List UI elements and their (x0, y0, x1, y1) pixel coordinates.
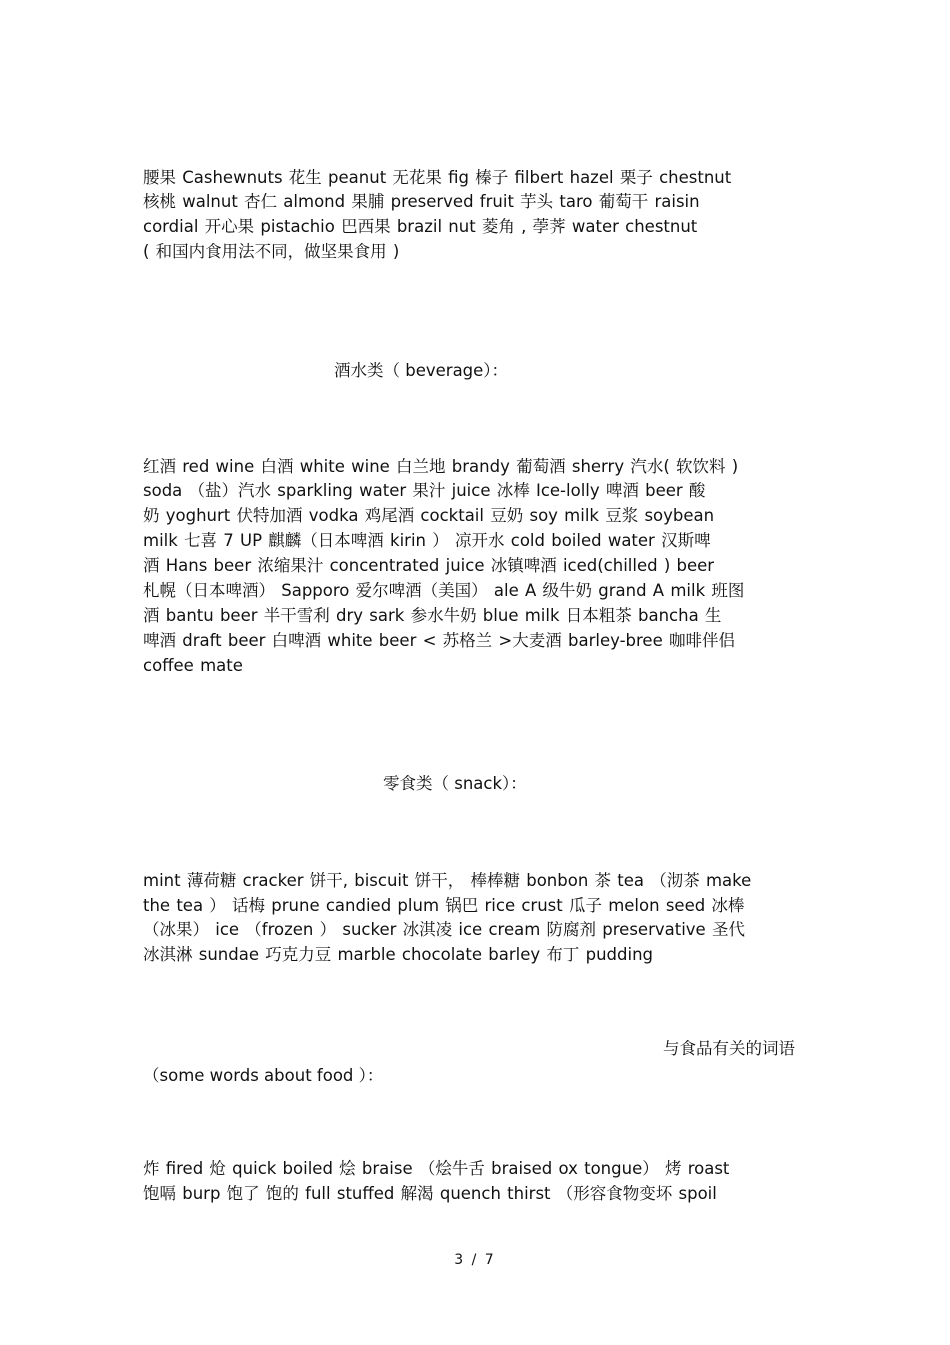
food-words-line-1: 炸 fired 炝 quick boiled 烩 braise （烩牛舌 braised ox tongue） 烤 roast (143, 1159, 730, 1178)
beverage-line-6: 札幌（日本啤酒） Sapporo 爱尔啤酒（美国） ale A 级牛奶 grand A milk 班图 (143, 581, 745, 600)
nuts-line-2: 核桃 walnut 杏仁 almond 果脯 preserved fruit 芋头 taro 葡萄干 raisin (143, 192, 700, 211)
snack-heading: 零食类（ snack）： (383, 774, 527, 793)
nuts-line-1: 腰果 Cashewnuts 花生 peanut 无花果 fig 榛子 filbert hazel 栗子 chestnut (143, 168, 732, 187)
snack-line-4: 冰淇淋 sundae 巧克力豆 marble chocolate barley 布丁 pudding (143, 945, 654, 964)
beverage-heading: 酒水类（ beverage）： (334, 361, 509, 380)
food-words-line-2: 饱嗝 burp 饱了 饱的 full stuffed 解渴 quench thirst （形容食物变坏 spoil (143, 1184, 717, 1203)
beverage-line-3: 奶 yoghurt 伏特加酒 vodka 鸡尾酒 cocktail 豆奶 soy milk 豆浆 soybean (143, 506, 715, 525)
beverage-line-8: 啤酒 draft beer 白啤酒 white beer < 苏格兰 >大麦酒 barley-bree 咖啡伴侣 (143, 631, 735, 650)
beverage-line-2: soda （盐）汽水 sparkling water 果汁 juice 冰棒 Ice-lolly 啤酒 beer 酸 (143, 481, 706, 500)
page-number: 3 / 7 (454, 1252, 496, 1268)
nuts-line-4: ( 和国内食用法不同，做坚果食用 ) (143, 242, 400, 261)
beverage-line-4: milk 七喜 7 UP 麒麟（日本啤酒 kirin ） 凉开水 cold boiled water 汉斯啤 (143, 531, 711, 550)
beverage-line-5: 酒 Hans beer 浓缩果汁 concentrated juice 冰镇啤酒 iced(chilled ) beer (143, 556, 715, 575)
snack-line-1: mint 薄荷糖 cracker 饼干, biscuit 饼干， 棒棒糖 bonbon 茶 tea （沏茶 make (143, 871, 752, 890)
snack-line-2: the tea ） 话梅 prune candied plum 锅巴 rice crust 瓜子 melon seed 冰棒 (143, 896, 745, 915)
nuts-line-3: cordial 开心果 pistachio 巴西果 brazil nut 菱角 , 荸荠 water chestnut (143, 217, 698, 236)
beverage-line-1: 红酒 red wine 白酒 white wine 白兰地 brandy 葡萄酒 sherry 汽水( 软饮料 ) (143, 457, 739, 476)
food-words-heading-en: （some words about food ）： (143, 1066, 384, 1085)
beverage-line-9: coffee mate (143, 656, 243, 675)
food-words-heading-cn: 与食品有关的词语 (663, 1039, 795, 1058)
beverage-line-7: 酒 bantu beer 半干雪利 dry sark 参水牛奶 blue milk 日本粗茶 bancha 生 (143, 606, 722, 625)
snack-line-3: （冰果） ice （frozen ） sucker 冰淇凌 ice cream 防腐剂 preservative 圣代 (143, 920, 745, 939)
